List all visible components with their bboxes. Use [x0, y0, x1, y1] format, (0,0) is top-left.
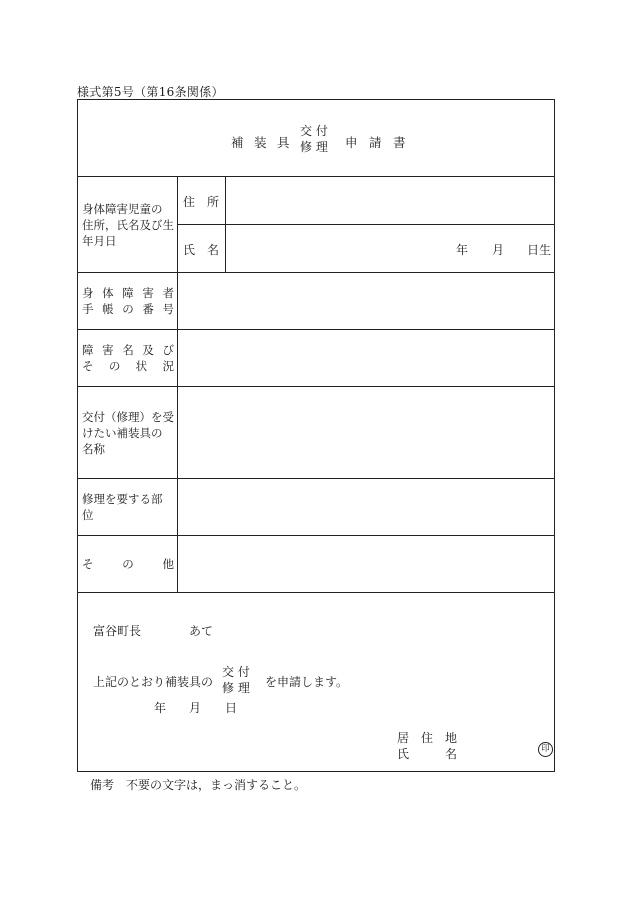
divider-device	[77, 478, 555, 479]
statement-prefix: 上記のとおり補装具の	[93, 675, 214, 689]
statement-option-stack	[222, 664, 250, 696]
name-label-char: 氏	[183, 243, 196, 257]
other-label: そ の 他	[82, 557, 174, 571]
title-option-repair: 修 理	[300, 140, 328, 154]
signer-name-label-char: 氏	[397, 747, 410, 761]
sublabel-column-divider	[225, 176, 226, 272]
date-month-label: 月	[189, 701, 202, 715]
statement-suffix: を申請します。	[265, 675, 349, 689]
repair-part-label: 修理を要する部 位	[82, 492, 163, 522]
remarks-note: 備考 不要の文字は，まっ消すること。	[90, 778, 307, 792]
title-char: 装	[254, 135, 267, 150]
device-name-label: 交付（修理）を受 けたい補装具の 名称	[82, 410, 174, 456]
title-option-issue: 交 付	[300, 124, 328, 138]
date-year-label: 年	[154, 701, 167, 715]
title-char: 申	[345, 135, 358, 150]
label-column-divider	[177, 176, 178, 592]
handbook-number-label: 身 体 障 害 者 手 帳 の 番 号	[82, 286, 174, 316]
addressee-suffix: あて	[189, 624, 214, 638]
divider-applicant	[77, 272, 555, 273]
divider-title	[77, 176, 555, 177]
residence-label-char: 地	[445, 731, 458, 745]
title-char: 請	[369, 135, 382, 150]
statement-option-issue: 交 付	[222, 665, 250, 679]
address-label-char: 住	[183, 195, 196, 209]
birth-day-label: 日生	[527, 243, 552, 257]
birth-year-label: 年	[456, 243, 469, 257]
divider-address-name	[177, 224, 555, 225]
title-char: 具	[277, 135, 290, 150]
addressee: 富谷町長	[93, 624, 142, 638]
seal-mark: 印	[538, 742, 553, 757]
divider-other	[77, 592, 555, 593]
divider-handbook	[77, 329, 555, 330]
statement-option-repair: 修 理	[222, 681, 250, 695]
title-char: 補	[231, 135, 244, 150]
birth-month-label: 月	[492, 243, 505, 257]
divider-disability	[77, 386, 555, 387]
name-label-char: 名	[207, 243, 220, 257]
disability-label: 障 害 名 及 び そ の 状 況	[82, 343, 174, 373]
title-char: 書	[393, 135, 406, 150]
residence-label-char: 居	[397, 731, 410, 745]
signer-name-label-char: 名	[445, 747, 458, 761]
address-label-char: 所	[207, 195, 220, 209]
applicant-label: 身体障害児童の 住所，氏名及び生 年月日	[82, 202, 174, 248]
form-number-label: 様式第5号（第16条関係）	[77, 85, 224, 99]
date-day-label: 日	[225, 701, 238, 715]
residence-label-char: 住	[421, 731, 434, 745]
divider-repair	[77, 535, 555, 536]
title-option-stack	[300, 123, 328, 155]
